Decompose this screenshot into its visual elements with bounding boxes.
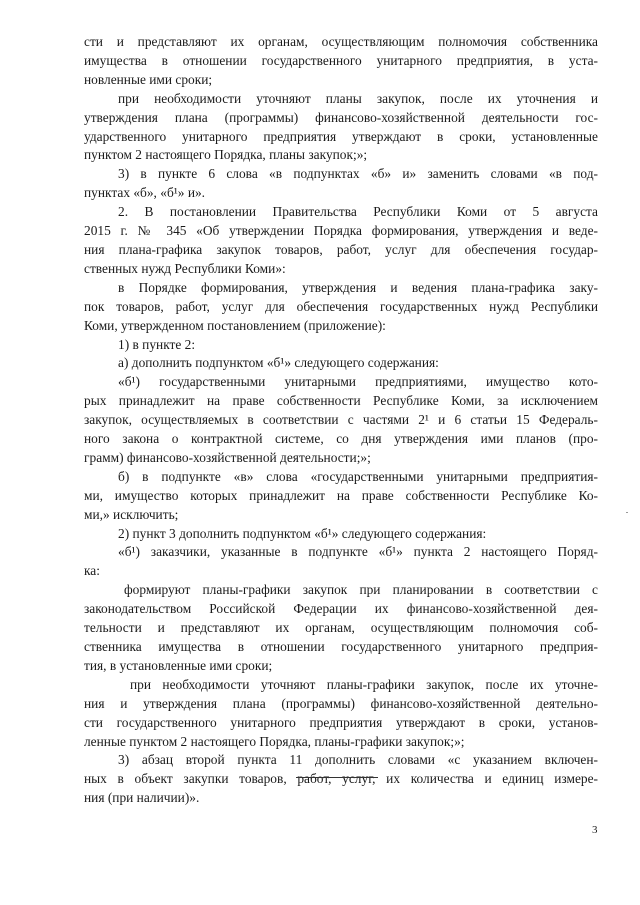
text-line: при необходимости уточняют планы-графики закупок, после их уточне- <box>130 676 598 692</box>
text-line: ного закона о контрактной системе, со дня утверждения ими планов (про- <box>84 431 598 447</box>
text-line: а) дополнить подпунктом «б¹» следующего содержания: <box>118 355 439 371</box>
text-line: 1) в пункте 2: <box>118 336 196 352</box>
text-line: ленные пунктом 2 настоящего Порядка, планы-графики закупок;»; <box>84 733 465 749</box>
text-line: грамм) финансово-хозяйственной деятельности;»; <box>84 449 371 465</box>
text-line: ственника имущества в отношении государственного унитарного предприя- <box>84 639 598 654</box>
text-line: сти и представляют их органам, осуществляющим полномочия собственника <box>84 34 598 49</box>
text-line: тельности и представляют их органам, осуществляющим полномочия соб- <box>84 620 598 636</box>
text-line: ния плана-графика закупок товаров, работ, услуг для обеспечения государ- <box>84 241 598 257</box>
text-line: «б¹) государственными унитарными предприятиями, имущество кото- <box>118 374 598 390</box>
text-line: 2. В постановлении Правительства Республики Коми от 5 августа <box>118 204 598 220</box>
text-line: новленные ими сроки; <box>84 71 213 87</box>
text-line: ми,» исключить; <box>84 506 179 522</box>
scan-speck <box>626 512 628 513</box>
text-line: 3) в пункте 6 слова «в подпунктах «б» и» заменить словами «в под- <box>118 166 598 182</box>
text-line: формируют планы-графики закупок при планировании в соответствии с <box>124 582 598 598</box>
text-line: сти государственного унитарного предприятия утверждают в сроки, установ- <box>84 714 598 730</box>
text-line: Коми, утвержденном постановлением (приложение): <box>84 317 386 333</box>
document-body <box>84 33 598 808</box>
text-line: тия, в установленные ими сроки; <box>84 657 273 673</box>
text-line: имущества в отношении государственного унитарного предприятия, в уста- <box>84 52 598 68</box>
text-line: «б¹) заказчики, указанные в подпункте «б¹» пункта 2 настоящего Поряд- <box>118 544 598 560</box>
text-line: в Порядке формирования, утверждения и ведения плана-графика заку- <box>118 279 598 295</box>
text-line: рых принадлежит на праве собственности Республике Коми, за исключением <box>84 393 598 409</box>
text-line: закупок, осуществляемых в соответствии с частями 2¹ и 6 статьи 15 Федераль- <box>84 412 598 428</box>
text-line: законодательством Российской Федерации их финансово-хозяйственной дея- <box>84 601 598 617</box>
text-line: пунктом 2 настоящего Порядка, планы закупок;»; <box>84 147 368 163</box>
text-line: ственных нужд Республики Коми»: <box>84 260 286 276</box>
text-line: б) в подпункте «в» слова «государственными унитарными предприятия- <box>118 468 598 484</box>
text-line: ударственного унитарного предприятия утверждают в сроки, установленные <box>84 128 598 144</box>
page-number: 3 <box>592 824 598 836</box>
text-line: ми, имущество которых принадлежит на праве собственности Республике Ко- <box>84 487 598 503</box>
separator-line <box>296 777 378 778</box>
text-line: пок товаров, работ, услуг для обеспечения государственных нужд Республики <box>84 298 598 314</box>
text-line: 2) пункт 3 дополнить подпунктом «б¹» следующего содержания: <box>118 525 487 541</box>
text-line: пунктах «б», «б¹» и». <box>84 185 206 201</box>
text-line: ных в объект закупки товаров, работ, услуг, их количества и единиц измере- <box>84 771 598 787</box>
text-line: ка: <box>84 563 100 579</box>
text-line: 3) абзац второй пункта 11 дополнить словами «с указанием включен- <box>118 752 598 768</box>
text-line: 2015 г. № 345 «Об утверждении Порядка формирования, утверждения и веде- <box>84 223 598 239</box>
text-line: при необходимости уточняют планы закупок, после их уточнения и <box>118 90 598 106</box>
text-line: ния (при наличии)». <box>84 790 200 806</box>
text-line: ния и утверждения плана (программы) финансово-хозяйственной деятельно- <box>84 695 598 711</box>
text-line: утверждения плана (программы) финансово-хозяйственной деятельности гос- <box>84 109 598 125</box>
